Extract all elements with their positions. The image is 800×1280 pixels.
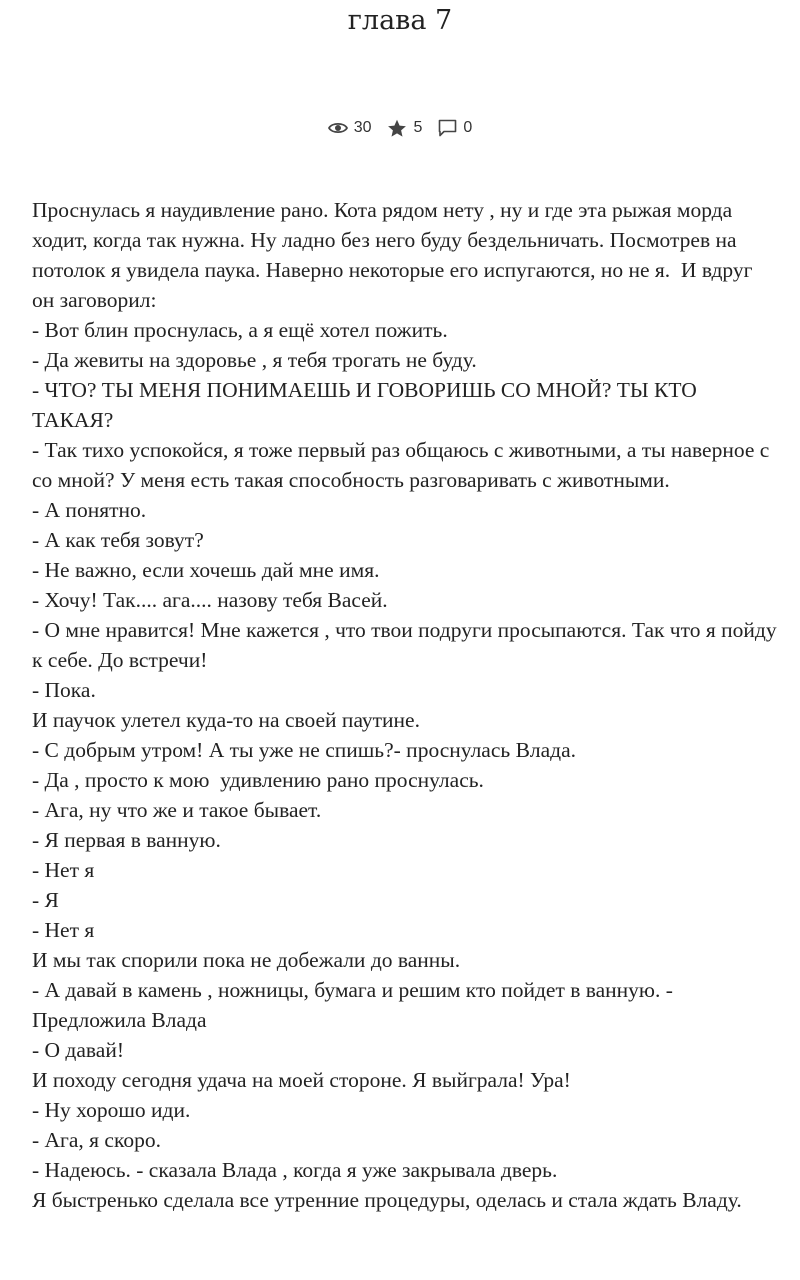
story-paragraph: - А давай в камень , ножницы, бумага и решим кто пойдет в ванную. - Предложила Влада bbox=[32, 978, 679, 1032]
story-paragraph: - С добрым утром! А ты уже не спишь?- проснулась Влада. bbox=[32, 738, 577, 762]
chapter-stats bbox=[0, 114, 800, 142]
story-paragraph: - Нет я bbox=[32, 858, 95, 882]
story-paragraph: - Не важно, если хочешь дай мне имя. bbox=[32, 558, 380, 582]
story-paragraph: - ЧТО? ТЫ МЕНЯ ПОНИМАЕШЬ И ГОВОРИШЬ СО МНОЙ? ТЫ КТО ТАКАЯ? bbox=[32, 378, 703, 432]
story-paragraph: - А понятно. bbox=[32, 498, 147, 522]
chapter-title: глава 7 bbox=[347, 5, 453, 36]
story-paragraph: - Ага, я скоро. bbox=[32, 1128, 161, 1152]
views-count: 30 bbox=[353, 119, 372, 136]
story-paragraph: - Ага, ну что же и такое бывает. bbox=[32, 798, 322, 822]
story-paragraph: - Я bbox=[32, 888, 59, 912]
story-paragraph: Проснулась я наудивление рано. Кота рядом нету , ну и где эта рыжая морда ходит, когда так нужна. Ну ладно без него буду бездельничать. Посмотрев на потолок я увидела паука. Наверно некоторые его испугаются, но не я. И вдруг он заговорил: bbox=[32, 198, 758, 312]
story-paragraph: - Пока. bbox=[32, 678, 96, 702]
story-paragraph: - Да , просто к мою удивлению рано проснулась. bbox=[32, 768, 484, 792]
story-paragraph: - Хочу! Так.... ага.... назову тебя Васей. bbox=[32, 588, 388, 612]
comments-count: 0 bbox=[463, 119, 473, 136]
rating-count: 5 bbox=[413, 119, 423, 136]
story-paragraph: - Надеюсь. - сказала Влада , когда я уже закрывала дверь. bbox=[32, 1158, 558, 1182]
story-text bbox=[32, 195, 782, 1215]
story-paragraph: - О мне нравится! Мне кажется , что твои подруги просыпаются. Так что я пойду к себе. До встречи! bbox=[32, 618, 782, 672]
star-icon bbox=[387, 119, 407, 138]
story-paragraph: - О давай! bbox=[32, 1038, 124, 1062]
eye-icon bbox=[328, 121, 348, 135]
story-paragraph: - Да жевиты на здоровье , я тебя трогать не буду. bbox=[32, 348, 477, 372]
story-paragraph: И мы так спорили пока не добежали до ванны. bbox=[32, 948, 461, 972]
story-paragraph: - Я первая в ванную. bbox=[32, 828, 221, 852]
story-paragraph: - Вот блин проснулась, а я ещё хотел пожить. bbox=[32, 318, 448, 342]
views-stat bbox=[328, 114, 372, 142]
story-paragraph: - Так тихо успокойся, я тоже первый раз общаюсь с животными, а ты наверное с со мной? У меня есть такая способность разговаривать с животными. bbox=[32, 438, 775, 492]
story-paragraph: И паучок улетел куда-то на своей паутине. bbox=[32, 708, 420, 732]
story-paragraph: - Ну хорошо иди. bbox=[32, 1098, 191, 1122]
story-paragraph: Я быстренько сделала все утренние процедуры, оделась и стала ждать Владу. bbox=[32, 1188, 742, 1212]
comments-stat[interactable] bbox=[438, 114, 472, 142]
story-paragraph: - А как тебя зовут? bbox=[32, 528, 204, 552]
story-paragraph: И походу сегодня удача на моей стороне. Я выйграла! Ура! bbox=[32, 1068, 571, 1092]
comment-icon bbox=[438, 119, 457, 137]
story-paragraph: - Нет я bbox=[32, 918, 95, 942]
rating-stat bbox=[387, 114, 422, 142]
